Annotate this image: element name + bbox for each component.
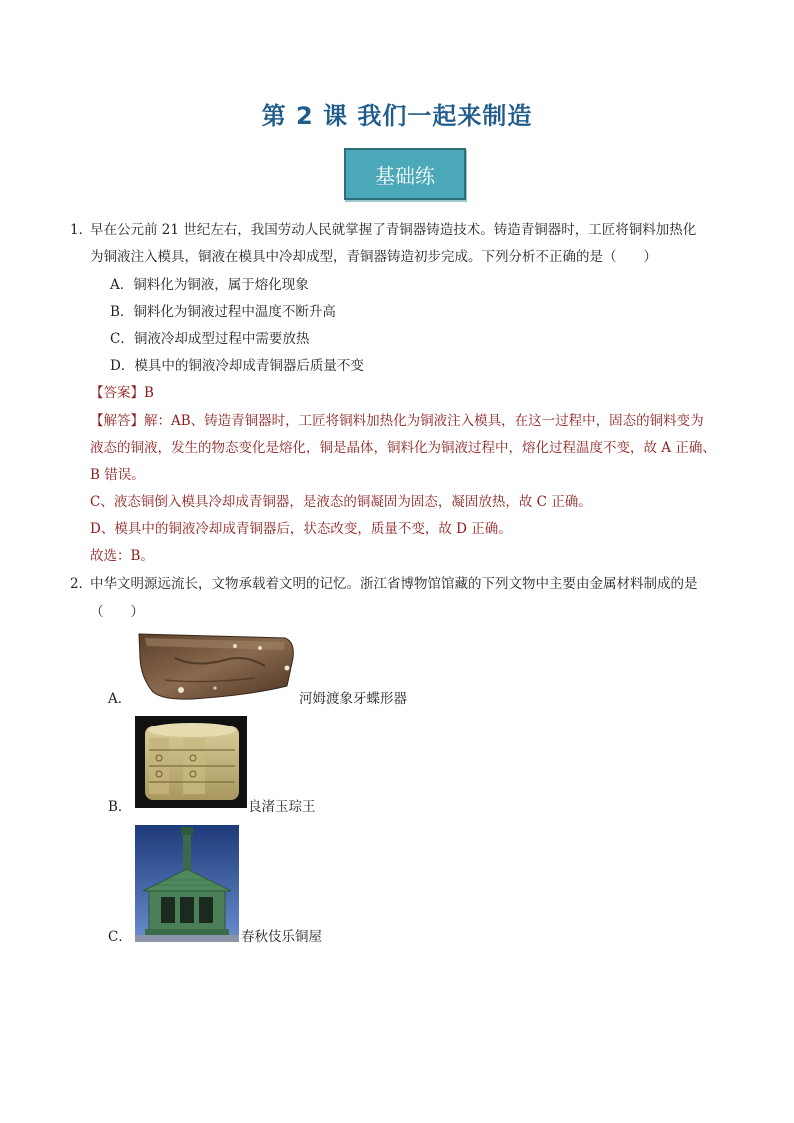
section-badge bbox=[344, 148, 466, 200]
q1-analysis-line3: B 错误。 bbox=[90, 467, 145, 483]
q2-option-a-caption: 河姆渡象牙蝶形器 bbox=[299, 691, 407, 707]
analysis-label: 【解答】 bbox=[90, 413, 144, 429]
q1-analysis-line5: D、模具中的铜液冷却成青铜器后，状态改变，质量不变，故 D 正确。 bbox=[90, 521, 512, 537]
q1-analysis-line2: 液态的铜液，发生的物态变化是熔化，铜是晶体，铜料化为铜液过程中，熔化过程温度不变，故 A 正确、 bbox=[90, 440, 716, 456]
q2-option-b-caption: 良渚玉琮王 bbox=[248, 799, 316, 815]
q1-option-c: C．铜液冷却成型过程中需要放热 bbox=[110, 331, 310, 347]
q2-option-c-caption: 春秋伎乐铜屋 bbox=[241, 929, 322, 945]
q2-option-c-letter: C． bbox=[108, 929, 132, 945]
q1-number: 1． bbox=[70, 222, 93, 238]
bronze-house-artifact-icon bbox=[135, 825, 239, 942]
answer-label: 【答案】 bbox=[90, 385, 144, 401]
q2-stem-line1: 中华文明源远流长，文物承载着文明的记忆。浙江省博物馆馆藏的下列文物中主要由金属材料制成的是 bbox=[90, 576, 698, 592]
ivory-butterfly-artifact-icon bbox=[135, 628, 297, 706]
q1-option-d: D．模具中的铜液冷却成青铜器后质量不变 bbox=[110, 358, 364, 374]
analysis-text: 解：AB、铸造青铜器时，工匠将铜料加热化为铜液注入模具，在这一过程中，固态的铜料变为 bbox=[144, 413, 704, 429]
q1-analysis-line1 bbox=[90, 412, 704, 430]
q1-stem-line2: 为铜液注入模具，铜液在模具中冷却成型，青铜器铸造初步完成。下列分析不正确的是（ ） bbox=[90, 249, 657, 265]
jade-cong-artifact-icon bbox=[135, 716, 247, 808]
page-title: 第 2 课 我们一起来制造 bbox=[261, 102, 533, 130]
q2-number: 2． bbox=[70, 576, 93, 592]
q1-stem-line1: 早在公元前 21 世纪左右，我国劳动人民就掌握了青铜器铸造技术。铸造青铜器时，工匠将铜料加热化 bbox=[90, 222, 697, 238]
q1-conclusion: 故选：B。 bbox=[90, 548, 154, 564]
answer-value: B bbox=[144, 385, 154, 401]
section-badge-label: 基础练 bbox=[375, 163, 435, 188]
q2-option-b-letter: B． bbox=[108, 799, 132, 815]
q1-answer bbox=[90, 384, 154, 402]
q1-analysis-line4: C、液态铜倒入模具冷却成青铜器，是液态的铜凝固为固态，凝固放热，故 C 正确。 bbox=[90, 494, 592, 510]
q1-option-b: B．铜料化为铜液过程中温度不断升高 bbox=[110, 304, 336, 320]
q2-option-a-letter: A． bbox=[108, 691, 132, 707]
q2-stem-line2: （ ） bbox=[90, 604, 144, 620]
q1-option-a: A．铜料化为铜液，属于熔化现象 bbox=[110, 277, 309, 293]
